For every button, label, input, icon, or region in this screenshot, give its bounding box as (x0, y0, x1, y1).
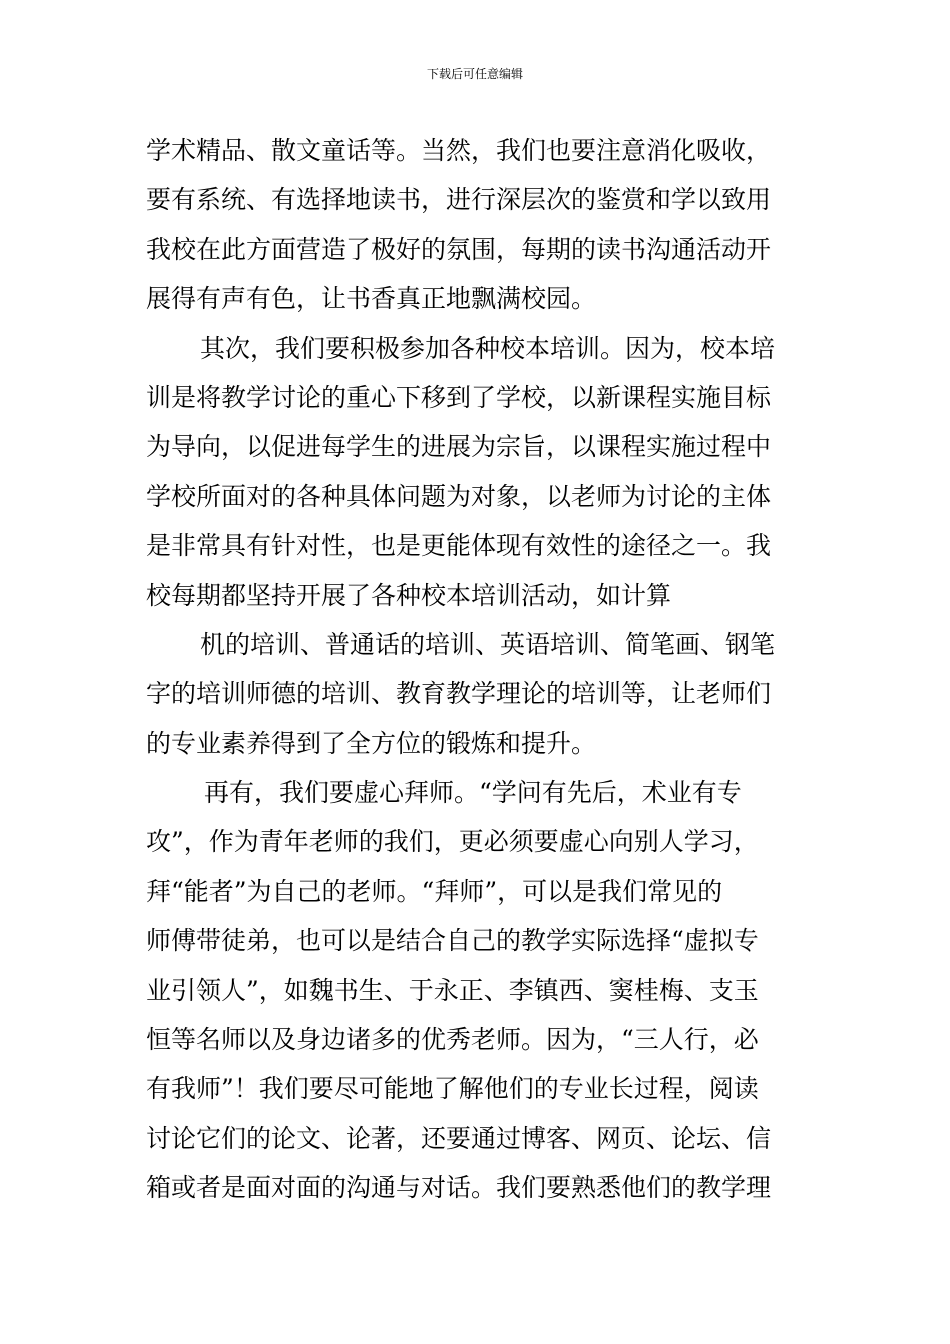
text-line: 讨论它们的论文、论著，还要通过博客、网页、论坛、信 (146, 1123, 772, 1153)
page-header: 下载后可任意编辑 (426, 67, 523, 81)
text-line: 的专业素养得到了全方位的锻炼和提升。 (146, 728, 597, 758)
text-line: 业引领人”，如魏书生、于永正、李镇西、窦桂梅、支玉 (146, 975, 759, 1005)
text-line: 攻”，作为青年老师的我们，更必须要虚心向别人学习， (146, 827, 759, 857)
text-line: 学校所面对的各种具体问题为对象，以老师为讨论的主体 (146, 481, 772, 511)
text-line: 师傅带徒弟，也可以是结合自己的教学实际选择“虚拟专 (146, 926, 759, 956)
text-line: 要有系统、有选择地读书，进行深层次的鉴赏和学以致用 (146, 185, 772, 215)
paragraph-start-line: 其次，我们要积极参加各种校本培训。因为，校本培 (200, 333, 776, 363)
text-line: 展得有声有色，让书香真正地飘满校园。 (146, 284, 597, 314)
paragraph-start-line: 机的培训、普通话的培训、英语培训、简笔画、钢笔 (200, 629, 776, 659)
text-line: 为导向，以促进每学生的进展为宗旨，以课程实施过程中 (146, 432, 772, 462)
text-line: 训是将教学讨论的重心下移到了学校，以新课程实施目标 (146, 382, 772, 412)
text-line: 学术精品、散文童话等。当然，我们也要注意消化吸收， (146, 136, 772, 165)
text-line: 是非常具有针对性，也是更能体现有效性的途径之一。我 (146, 531, 772, 561)
text-line: 校每期都坚持开展了各种校本培训活动，如计算 (146, 580, 672, 610)
text-line: 拜“能者”为自己的老师。“拜师”，可以是我们常见的 (146, 876, 723, 906)
text-line: 字的培训师德的培训、教育教学理论的培训等，让老师们 (146, 679, 772, 709)
text-line: 箱或者是面对面的沟通与对话。我们要熟悉他们的教学理 (146, 1173, 772, 1203)
body-text (146, 126, 806, 1213)
text-line: 恒等名师以及身边诸多的优秀老师。因为，“三人行，必 (146, 1025, 759, 1055)
text-line: 我校在此方面营造了极好的氛围，每期的读书沟通活动开 (146, 234, 772, 264)
paragraph-start-line: 再有，我们要虚心拜师。“学问有先后，术业有专 (204, 778, 742, 808)
text-line: 有我师”！我们要尽可能地了解他们的专业长过程，阅读 (146, 1074, 759, 1104)
